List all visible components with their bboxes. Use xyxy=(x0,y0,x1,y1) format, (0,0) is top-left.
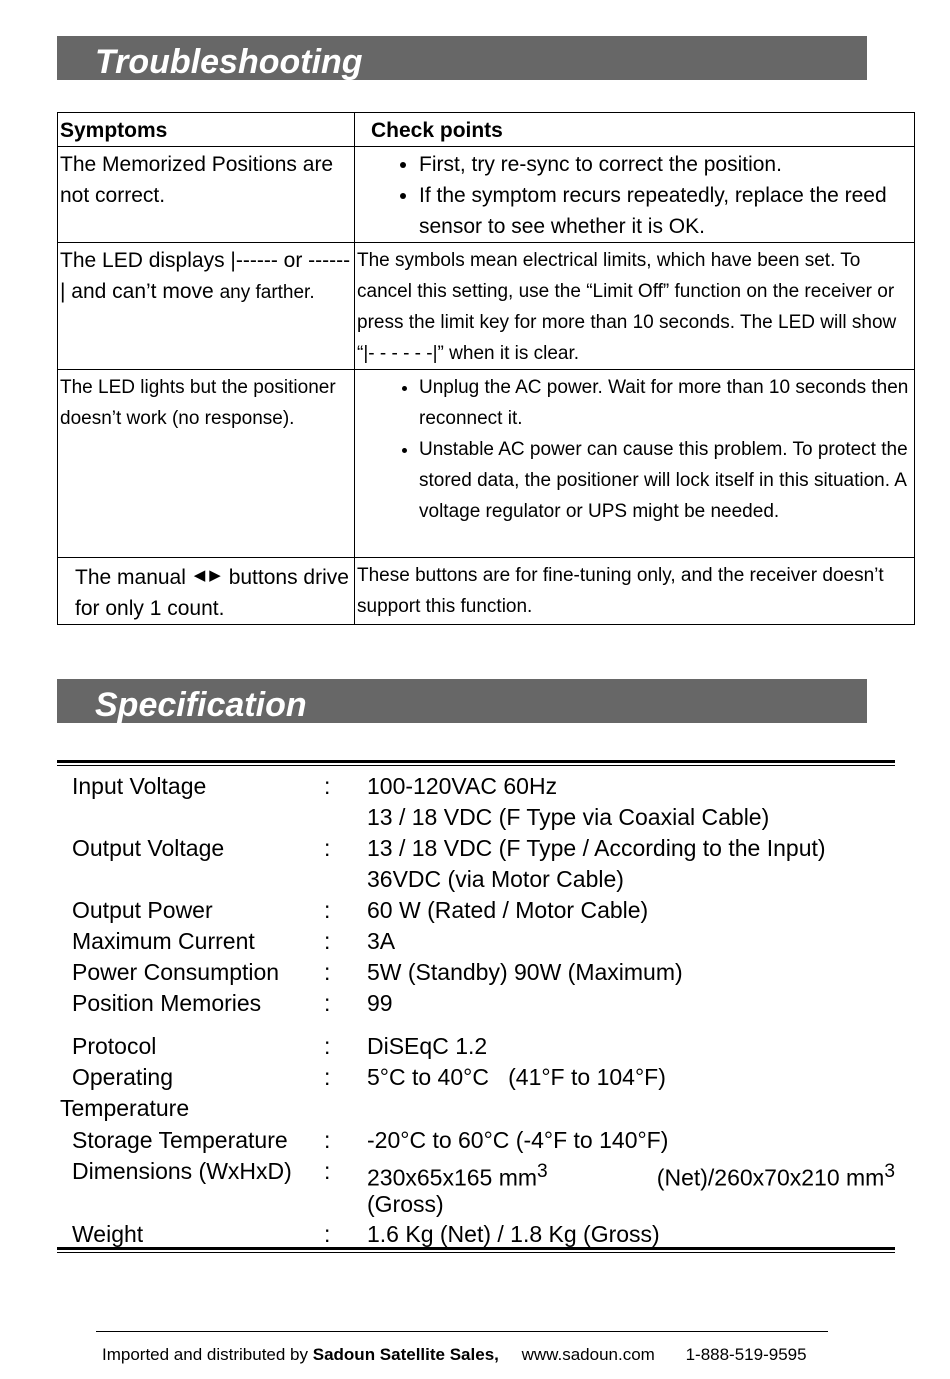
symptom-cell xyxy=(58,243,355,370)
spec-value-wrap: (Gross) xyxy=(367,1191,444,1217)
specification-heading: Specification xyxy=(57,679,867,723)
spec-colon: : xyxy=(324,773,331,799)
spec-label: Protocol xyxy=(72,1033,157,1059)
spec-value: 99 xyxy=(367,990,393,1016)
table-row xyxy=(58,558,915,625)
spec-label: Output Power xyxy=(72,897,213,923)
spec-value: -20°C to 60°C (-4°F to 140°F) xyxy=(367,1127,669,1153)
arrow-right-icon: ▶ xyxy=(209,567,221,584)
spec-value: DiSEqC 1.2 xyxy=(367,1033,488,1059)
footer-phone: 1-888-519-9595 xyxy=(685,1345,807,1364)
symptom-cell xyxy=(58,558,355,625)
spec-value: 13 / 18 VDC (F Type via Coaxial Cable) xyxy=(367,804,770,830)
spec-colon: : xyxy=(324,1033,331,1059)
spec-value: 5W (Standby) 90W (Maximum) xyxy=(367,959,683,985)
spec-value: 36VDC (via Motor Cable) xyxy=(367,866,624,892)
list-item: • First, try re-sync to correct the position. xyxy=(419,149,911,180)
footer xyxy=(102,1345,807,1365)
footer-website: www.sadoun.com xyxy=(521,1345,655,1364)
check-cell xyxy=(355,370,915,558)
spec-colon: : xyxy=(324,990,331,1016)
table-row xyxy=(58,370,915,558)
list-item: • Unstable AC power can cause this problem. To protect the stored data, the positioner will lock itself in this situation. A voltage regulator or UPS might be needed. xyxy=(419,434,911,527)
spec-value xyxy=(367,1156,895,1194)
spec-label: Input Voltage xyxy=(72,773,207,799)
spec-label-wrap: Temperature xyxy=(60,1095,190,1121)
spec-value: 1.6 Kg (Net) / 1.8 Kg (Gross) xyxy=(367,1221,660,1247)
footer-rule xyxy=(96,1331,828,1332)
spec-value: 3A xyxy=(367,928,396,954)
spec-label: Maximum Current xyxy=(72,928,255,954)
spec-value: 5°C to 40°C (41°F to 104°F) xyxy=(367,1064,666,1090)
spec-colon: : xyxy=(324,1158,331,1184)
spec-label: Operating xyxy=(72,1064,174,1090)
spec-colon: : xyxy=(324,959,331,985)
spec-label: Position Memories xyxy=(72,990,262,1016)
spec-colon: : xyxy=(324,1127,331,1153)
check-cell xyxy=(355,147,915,243)
table-row xyxy=(58,243,915,370)
table-row xyxy=(58,147,915,243)
troubleshooting-table xyxy=(57,112,915,625)
spec-colon: : xyxy=(324,897,331,923)
check-points-header: Check points xyxy=(355,113,915,147)
table-header-row xyxy=(58,113,915,147)
spec-colon: : xyxy=(324,835,331,861)
check-cell: The symbols mean electrical limits, which have been set. To cancel this setting, use the “Limit Off” function on the receiver or press the limit key for more than 10 seconds. The LED will show “|- - - - - -|” when it is clear. xyxy=(355,243,915,370)
spec-row-operating-temperature xyxy=(57,1062,895,1124)
spec-label: Storage Temperature xyxy=(72,1127,288,1153)
symptom-cell: The LED lights but the positioner doesn’t work (no response). xyxy=(58,370,355,558)
spec-row-dimensions xyxy=(57,1156,895,1218)
spec-label: Power Consumption xyxy=(72,959,280,985)
spec-top-rule xyxy=(57,760,895,766)
troubleshooting-heading: Troubleshooting xyxy=(57,36,867,80)
dimension-net: 230x65x165 $mm^3$ xyxy=(367,1161,548,1191)
symptom-text: The manual xyxy=(75,566,186,589)
list-item: • If the symptom recurs repeatedly, replace the reed sensor to see whether it is OK. xyxy=(419,180,911,242)
check-cell: These buttons are for fine-tuning only, and the receiver doesn’t support this function. xyxy=(355,558,915,625)
symptom-text: The LED displays |------ or ------| and can’t move xyxy=(60,249,351,303)
spec-label: Weight xyxy=(72,1221,144,1247)
spec-colon: : xyxy=(324,1064,331,1090)
symptom-text: buttons drive for only 1 count. xyxy=(75,566,349,620)
spec-value: 13 / 18 VDC (F Type / According to the Input) xyxy=(367,835,826,861)
footer-prefix: Imported and distributed by xyxy=(102,1345,309,1364)
footer-company: Sadoun Satellite Sales, xyxy=(312,1345,499,1364)
list-item: • Unplug the AC power. Wait for more than 10 seconds then reconnect it. xyxy=(419,372,911,434)
spec-label: Dimensions (WxHxD) xyxy=(72,1158,292,1184)
symptom-cell: The Memorized Positions are not correct. xyxy=(58,147,355,243)
spec-label: Output Voltage xyxy=(72,835,225,861)
spec-value: 60 W (Rated / Motor Cable) xyxy=(367,897,649,923)
spec-colon: : xyxy=(324,928,331,954)
arrow-left-icon: ◀ xyxy=(193,567,206,584)
symptom-text-small: any farther. xyxy=(219,282,315,303)
spec-value: 100-120VAC 60Hz xyxy=(367,773,558,799)
spec-colon: : xyxy=(324,1221,331,1247)
symptoms-header: Symptoms xyxy=(58,113,355,147)
dimension-gross: (Net)/260x70x210 $mm^3$ xyxy=(656,1161,895,1191)
spec-bottom-rule xyxy=(57,1247,895,1253)
